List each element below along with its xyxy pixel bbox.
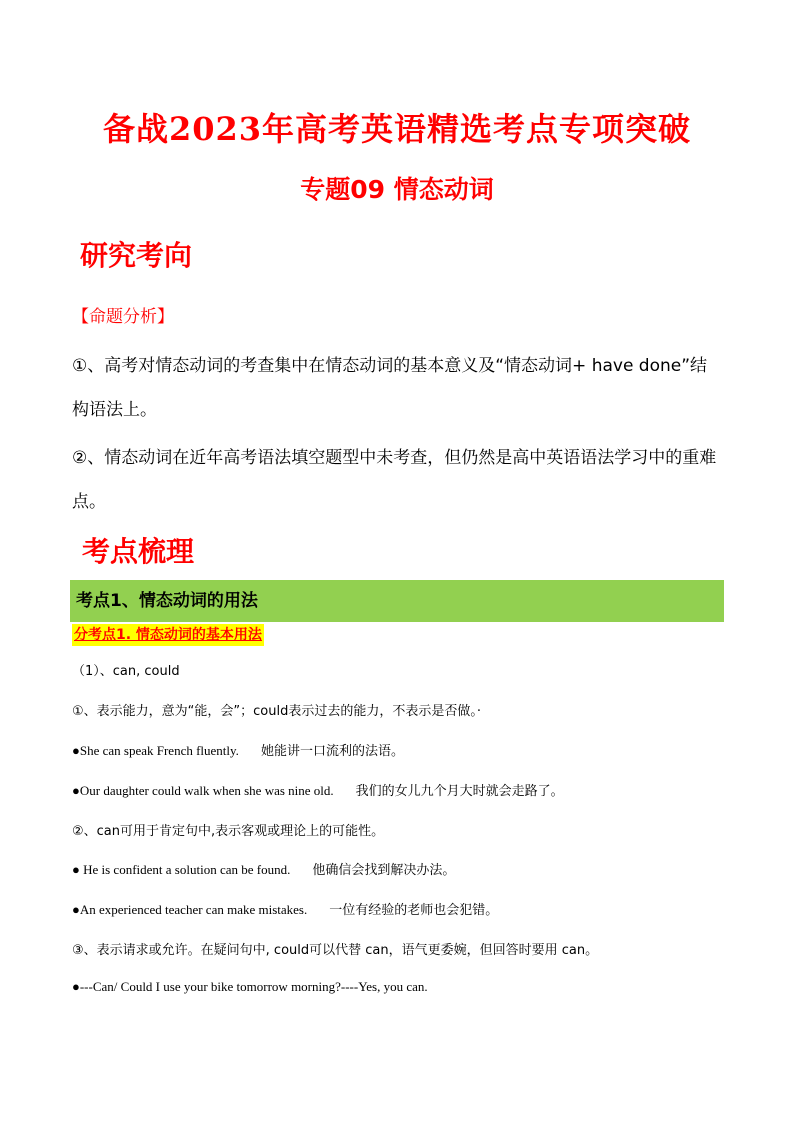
line-text: ①、表示能力，意为“能，会”；could表示过去的能力，不表示是否做。· [72,704,481,719]
example-en: ● He is confident a solution can be found. [72,862,291,877]
example-cn: 他确信会找到解决办法。 [312,863,456,878]
example-bike [72,979,428,995]
line-possibility [72,820,384,839]
line-text: （1）、can, could [72,664,180,679]
example-cn: 她能讲一口流利的法语。 [260,744,404,759]
section-heading-research: 研究考向 [80,239,193,272]
example-french [72,740,404,759]
analysis-paragraph-2: ②、情态动词在近年高考语法填空题型中未考查，但仍然是高中英语语法学习中的重难点。 [72,448,717,512]
example-en: ●---Can/ Could I use your bike tomorrow morning?----Yes, you can. [72,979,428,994]
section-heading-points: 考点梳理 [82,535,195,568]
example-teacher [72,899,498,918]
line-can-could [72,660,180,679]
example-en: ●An experienced teacher can make mistakes. [72,902,308,917]
line-text: ③、表示请求或允许。在疑问句中, could可以代替 can，语气更委婉，但回答时要用 can。 [72,943,599,958]
analysis-paragraph-1: ①、高考对情态动词的考查集中在情态动词的基本意义及“情态动词+ have done”结构语法上。 [72,356,708,420]
point-1-bar: 考点1、情态动词的用法 [70,580,724,622]
document-subtitle: 专题09 情态动词 [300,175,494,204]
example-solution [72,859,455,878]
example-en: ●Our daughter could walk when she was nine old. [72,783,334,798]
example-cn: 我们的女儿九个月大时就会走路了。 [355,784,564,799]
sub-point-1: 分考点1. 情态动词的基本用法 [72,624,264,646]
analysis-label: 【命题分析】 [72,307,174,327]
example-cn: 一位有经验的老师也会犯错。 [329,903,499,918]
document-title: 备战2023年高考英语精选考点专项突破 [102,110,692,148]
line-text: ②、can可用于肯定句中,表示客观或理论上的可能性。 [72,824,385,839]
line-ability [72,700,481,719]
example-en: ●She can speak French fluently. [72,743,239,758]
line-request [72,939,598,958]
example-daughter [72,780,564,799]
